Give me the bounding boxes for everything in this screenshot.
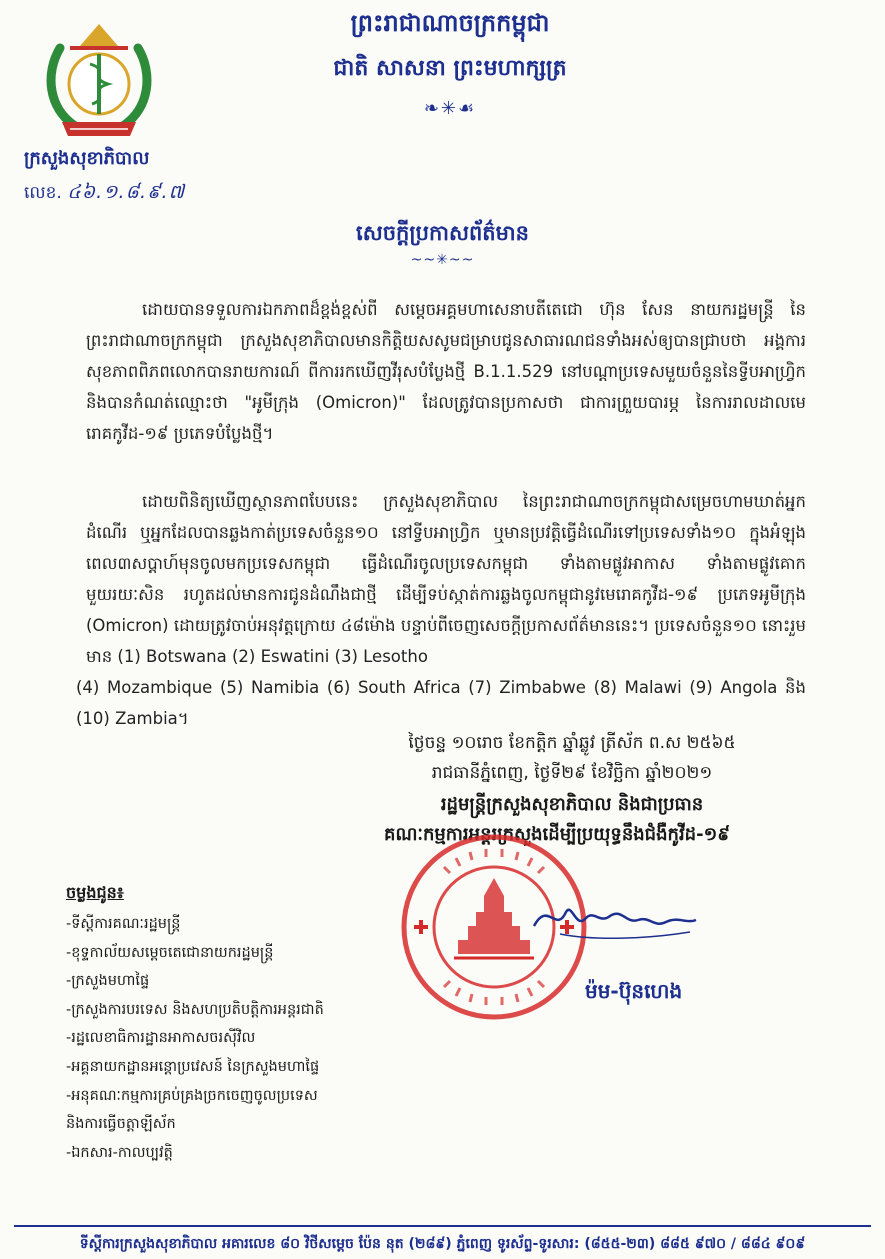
cc-item: -ក្រសួងការបរទេស និងសហប្រតិបត្តិការអន្តរជាតិ (66, 1001, 324, 1018)
ministry-name: ក្រសួងសុខាភិបាល (24, 148, 150, 169)
signer-title-1: រដ្ឋមន្ត្រីក្រសួងសុខាភិបាល និងជាប្រធាន (440, 794, 704, 815)
cc-title: ចម្លងជូន៖ (66, 883, 124, 902)
footer-address: ទីស្ដីការក្រសួងសុខាភិបាល អគារលេខ ៨០ វិថីសម្ដេច ប៉ែន នុត (២៨៩) ភ្នំពេញ ទូរស័ព្ទ-ទូរសារ: (៨៥៥-២៣) ៨៨៥ ៩៧០ / ៨៨៤ ៩០៩ (79, 1236, 806, 1252)
signer-name: ម៉ម-ប៊ុនហេង (585, 979, 683, 1003)
cc-item: -រដ្ឋលេខាធិការដ្ឋានអាកាសចរស៊ីវិល (66, 1030, 256, 1047)
cc-item: -ទីស្ដីការគណៈរដ្ឋមន្ត្រី (66, 916, 181, 932)
lunar-date: ថ្ងៃចន្ទ ១០រោច ខែកត្តិក ឆ្នាំឆ្លូវ ត្រីស័ក ព.ស ២៥៦៥ (408, 733, 736, 753)
signature-icon (530, 890, 700, 950)
reference-value: ៤៦.១.៨.៩.៧ (67, 181, 186, 203)
header-ornament: ❧✳☙ (423, 98, 477, 119)
kingdom-title: ព្រះរាជាណាចក្រកម្ពុជា (350, 9, 550, 37)
place-date: រាជធានីភ្នំពេញ, ថ្ងៃទី២៩ ខែវិច្ឆិកា ឆ្នាំ២០២១ (431, 763, 713, 783)
paragraph-2-country-list: (4) Mozambique (5) Namibia (6) South Africa (7) Zimbabwe (8) Malawi (9) Angola និង (10) Zambia។ (76, 678, 806, 728)
cc-list (66, 910, 406, 1167)
cc-item: -ឯកសារ-កាលប្បវត្តិ (66, 1144, 173, 1161)
cc-item: -អគ្គនាយកដ្ឋានអន្តោប្រវេសន៍ នៃក្រសួងមហាផ្ទៃ (66, 1058, 320, 1075)
footer-divider (14, 1225, 871, 1227)
paragraph-1-text: ដោយបានទទួលការឯកភាពដ៏ខ្ពង់ខ្ពស់ពី សម្ដេចអគ្គមហាសេនាបតីតេជោ ហ៊ុន សែន នាយករដ្ឋមន្ត្រី នៃព្រះរាជាណាចក្រកម្ពុជា ក្រសួងសុខាភិបាលមានកិត្តិយសសូមជម្រាបជូនសាធារណជនទាំងអស់ឲ្យបានជ្រាបថា អង្គការសុខភាពពិភពលោកបានរាយការណ៍ ពីការរកឃើញវីរុសបំប្លែងថ្មី B.1.1.529 នៅបណ្ដាប្រទេសមួយចំនួននៃទ្វីបអាហ្វ្រិក និងបានកំណត់ឈ្មោះថា "អូមីក្រុង (Omicron)" ដែលត្រូវបានប្រកាសថា ជាការព្រួយបារម្ភ នៃការរាលដាលមេរោគកូវីដ-១៩ ប្រភេទបំប្លែងថ្មី។ (86, 300, 806, 443)
cc-item: និងការធ្វើចត្តាឡីស័ក (66, 1116, 176, 1133)
document-title: សេចក្ដីប្រកាសព័ត៌មាន (356, 221, 529, 245)
reference-number (24, 180, 224, 208)
paragraph-2 (76, 486, 806, 734)
paragraph-1 (86, 294, 806, 449)
national-motto: ជាតិ សាសនា ព្រះមហាក្សត្រ (333, 56, 567, 81)
cc-item: -ខុទ្ទកាល័យសម្ដេចតេជោនាយករដ្ឋមន្ត្រី (66, 944, 274, 961)
ministry-logo-icon (40, 18, 158, 148)
signer-title-2: គណៈកម្មការអន្តរក្រសួងដើម្បីប្រយុទ្ធនឹងជំងឺកូវីដ-១៩ (384, 824, 730, 845)
cc-item: -អនុគណៈកម្មការគ្រប់គ្រងច្រកចេញចូលប្រទេស (66, 1087, 318, 1104)
reference-label: លេខ. (24, 183, 62, 203)
cc-item: -ក្រសួងមហាផ្ទៃ (66, 973, 150, 990)
title-ornament: ~~✳~~ (410, 252, 475, 268)
paragraph-2-text: ដោយពិនិត្យឃើញស្ថានភាពបែបនេះ ក្រសួងសុខាភិបាល នៃព្រះរាជាណាចក្រកម្ពុជាសម្រេចហាមឃាត់អ្នកដំណើរ ឬអ្នកដែលបានឆ្លងកាត់ប្រទេសចំនួន១០ នៅទ្វីបអាហ្វ្រិក ឬមានប្រវត្តិធ្វើដំណើរទៅប្រទេសទាំង១០ ក្នុងអំឡុងពេល៣សប្ដាហ៍មុនចូលមកប្រទេសកម្ពុជា ធ្វើដំណើរចូលប្រទេសកម្ពុជា ទាំងតាមផ្លូវអាកាស ទាំងតាមផ្លូវគោក មួយរយៈសិន រហូតដល់មានការជូនដំណឹងជាថ្មី ដើម្បីទប់ស្កាត់ការឆ្លងចូលកម្ពុជានូវមេរោគកូវីដ-១៩ ប្រភេទអូមីក្រុង (Omicron) ដោយត្រូវចាប់អនុវត្តក្រោយ ៤៨ម៉ោង បន្ទាប់ពីចេញសេចក្ដីប្រកាសព័ត៌មាននេះ។ ប្រទេសចំនួន១០ នោះរួមមាន (1) Botswana (2) Eswatini (3) Lesotho (86, 492, 806, 666)
